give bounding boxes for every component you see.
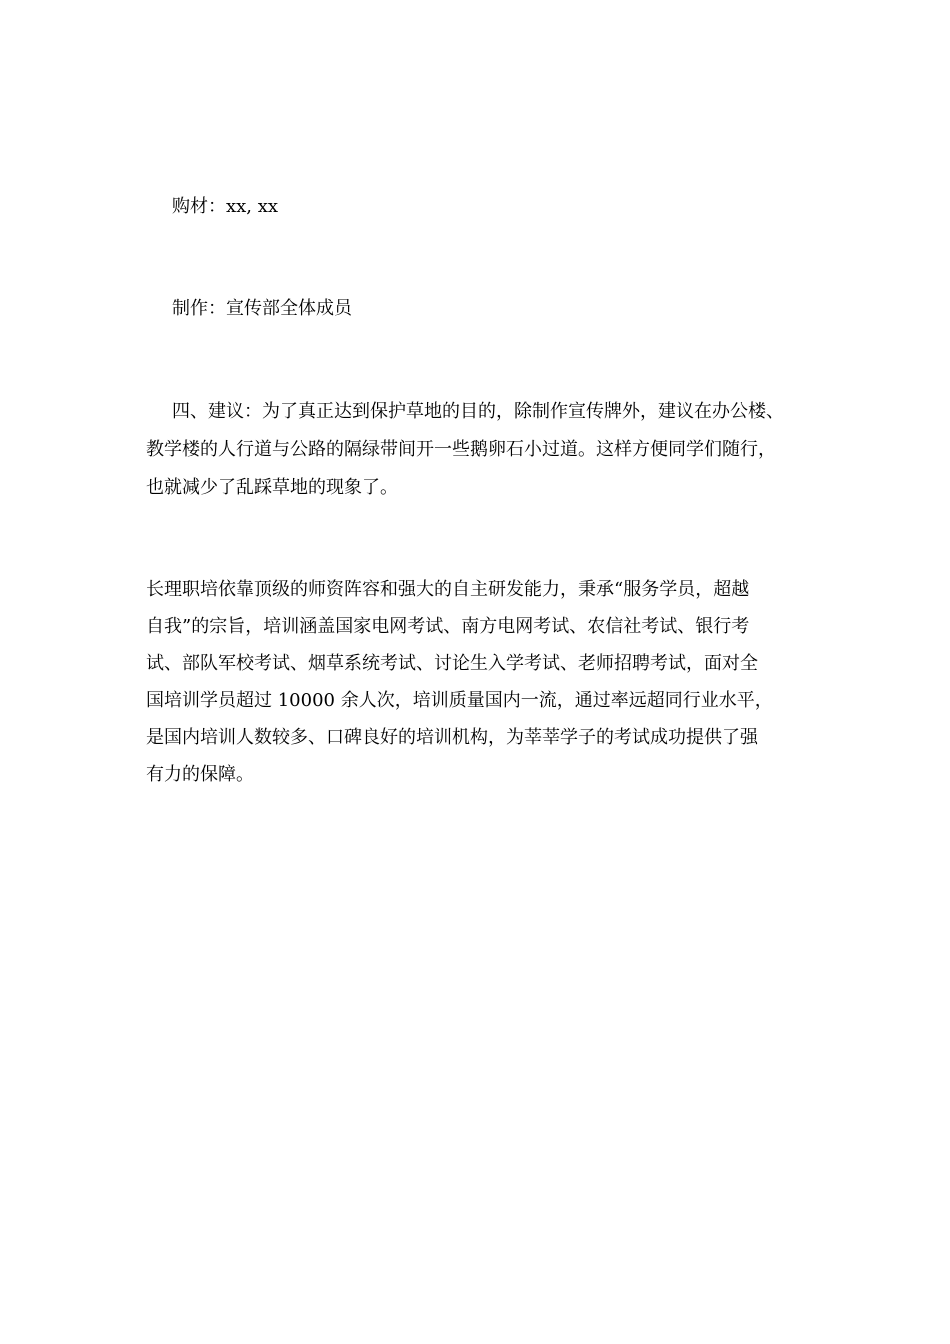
ad-line: 国培训学员超过 10000 余人次，培训质量国内一流，通过率远超同行业水平， [146,690,773,711]
ad-line: 是国内培训人数较多、口碑良好的培训机构，为莘莘学子的考试成功提供了强 [146,727,758,748]
ad-line: 自我”的宗旨，培训涵盖国家电网考试、南方电网考试、农信社考试、银行考 [146,616,750,637]
ad-line: 试、部队军校考试、烟草系统考试、讨论生入学考试、老师招聘考试，面对全 [146,653,758,674]
production-line: 制作：宣传部全体成员 [172,298,352,319]
ad-line: 长理职培依靠顶级的师资阵容和强大的自主研发能力，秉承“服务学员，超越 [146,579,750,600]
purchase-line: 购材：xx, xx [172,196,279,217]
suggestion-paragraph [146,400,784,514]
suggestion-line: 教学楼的人行道与公路的隔绿带间开一些鹅卵石小过道。这样方便同学们随行， [146,439,776,460]
advertisement-paragraph [146,578,773,800]
ad-line: 有力的保障。 [146,764,254,785]
suggestion-line: 四、建议：为了真正达到保护草地的目的，除制作宣传牌外，建议在办公楼、 [172,401,784,422]
suggestion-line: 也就减少了乱踩草地的现象了。 [146,477,398,498]
